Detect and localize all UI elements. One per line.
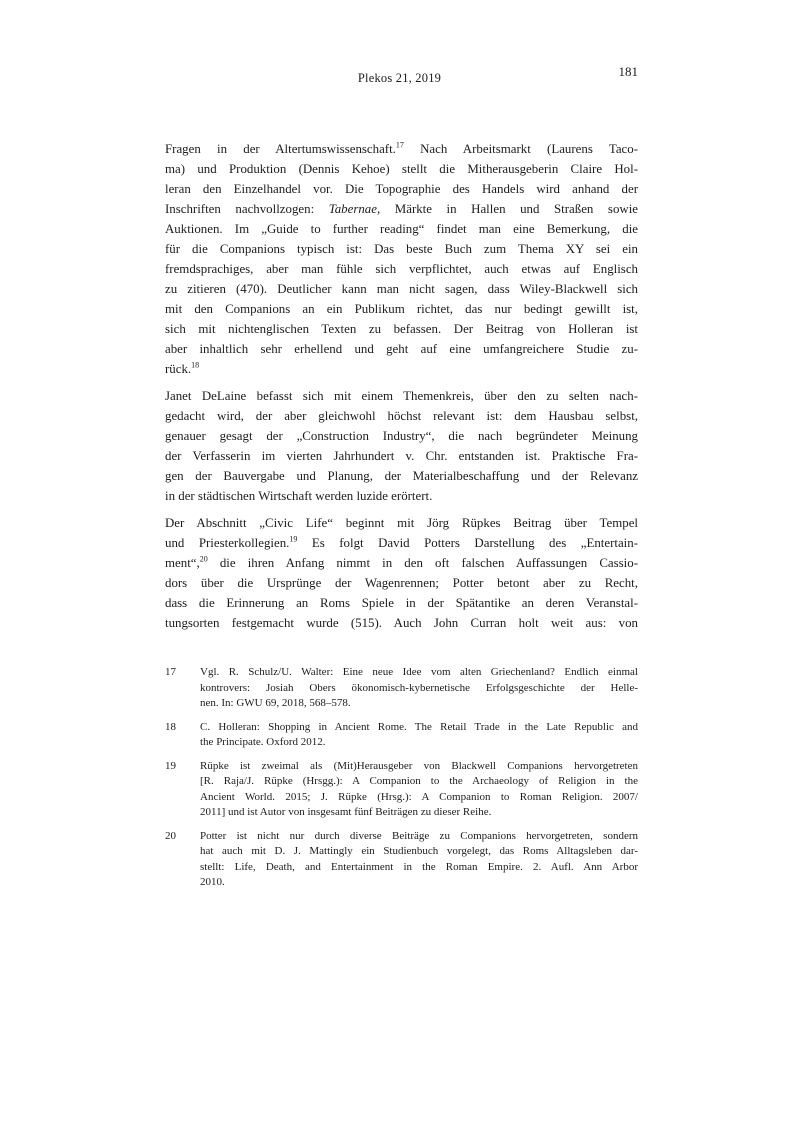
text-line: Ancient World. 2015; J. Rüpke (Hrsg.): A Companion to Roman Religion. 2007/ xyxy=(200,790,638,803)
text-line: genauer gesagt der „Construction Industry“, die nach begründeter Meinung xyxy=(165,429,638,443)
text-line: leran den Einzelhandel vor. Die Topographie des Handels wird anhand der xyxy=(165,182,638,196)
text-line: in der städtischen Wirtschaft werden luzide erörtert. xyxy=(165,489,433,503)
text-line: und Priesterkollegien.$^{19}$ Es folgt David Potters Darstellung des „Entertain- xyxy=(165,534,638,550)
footnote xyxy=(165,829,638,891)
footnote-text xyxy=(200,720,638,751)
text-line: gen der Bauvergabe und Planung, der Materialbeschaffung und der Relevanz xyxy=(165,469,638,483)
text-line: rück.$^{18}$ xyxy=(165,360,200,376)
text-line: mit den Companions an ein Publikum richtet, das nur bedingt gewillt ist, xyxy=(165,302,638,316)
text-line: dors über die Ursprünge der Wagenrennen; Potter betont aber zu Recht, xyxy=(165,576,638,590)
footnote-text xyxy=(200,665,638,712)
text-line: ment“,$^{20}$ die ihren Anfang nimmt in den oft falschen Auffassungen Cassio- xyxy=(165,554,638,570)
text-line: für die Companions typisch ist: Das beste Buch zum Thema XY sei ein xyxy=(165,242,638,256)
footnote-number: 17 xyxy=(165,666,176,678)
text-line: 2011] und ist Autor von insgesamt fünf Beiträgen zu dieser Reihe. xyxy=(200,806,492,818)
text-line: C. Holleran: Shopping in Ancient Rome. The Retail Trade in the Late Republic and xyxy=(200,720,638,733)
body-text xyxy=(165,139,638,640)
footnote xyxy=(165,665,638,712)
text-line: zu zitieren (470). Deutlicher kann man nicht sagen, dass Wiley-Blackwell sich xyxy=(165,282,638,296)
text-line: kontrovers: Josiah Obers ökonomisch-kybernetische Erfolgsgeschichte der Helle- xyxy=(200,681,638,694)
text-line: Der Abschnitt „Civic Life“ beginnt mit Jörg Rüpkes Beitrag über Tempel xyxy=(165,516,638,530)
text-line: tungsorten festgemacht wurde (515). Auch John Curran holt weit aus: von xyxy=(165,616,638,630)
footnotes xyxy=(165,665,638,899)
footnote-text xyxy=(200,759,638,821)
footnote xyxy=(165,759,638,821)
text-line: aber inhaltlich sehr erhellend und geht auf eine umfangreichere Studie zu- xyxy=(165,342,638,356)
page-number: 181 xyxy=(618,64,638,79)
paragraph xyxy=(165,139,638,379)
text-line: fremdsprachiges, aber man fühle sich verpflichtet, auch etwas auf Englisch xyxy=(165,262,638,276)
text-line: Rüpke ist zweimal als (Mit)Herausgeber von Blackwell Companions hervorgetreten xyxy=(200,759,638,772)
footnote-number: 18 xyxy=(165,720,176,733)
text-line: ma) und Produktion (Dennis Kehoe) stellt die Mitherausgeberin Claire Hol- xyxy=(165,162,638,176)
footnote-number: 20 xyxy=(165,829,176,842)
text-line: nen. In: GWU 69, 2018, 568–578. xyxy=(200,697,351,709)
running-head: Plekos 21, 2019 xyxy=(357,71,442,85)
text-line: Janet DeLaine befasst sich mit einem Themenkreis, über den zu selten nach- xyxy=(165,389,638,403)
text-line: dass die Erinnerung an Roms Spiele in der Spätantike an deren Veranstal- xyxy=(165,596,638,610)
text-line: der Verfasserin im vierten Jahrhundert v. Chr. entstanden ist. Praktische Fra- xyxy=(165,449,638,463)
text-line: Inschriften nachvollzogen: Tabernae, Märkte in Hallen und Straßen sowie xyxy=(165,202,638,216)
text-line: Auktionen. Im „Guide to further reading“ findet man eine Bemerkung, die xyxy=(165,222,638,236)
footnote-number: 19 xyxy=(165,759,176,772)
text-line: [R. Raja/J. Rüpke (Hrsgg.): A Companion to the Archaeology of Religion in the xyxy=(200,775,638,787)
text-line: stellt: Life, Death, and Entertainment in the Roman Empire. 2. Aufl. Ann Arbor xyxy=(200,860,638,873)
text-line: hat auch mit D. J. Mattingly ein Studienbuch vorgelegt, das Roms Alltagsleben dar- xyxy=(200,845,638,857)
paragraph xyxy=(165,513,638,633)
paragraph xyxy=(165,386,638,506)
footnote-text xyxy=(200,829,638,891)
text-line: 2010. xyxy=(200,876,225,888)
text-line: Fragen in der Altertumswissenschaft.$^{17}$ Nach Arbeitsmarkt (Laurens Taco- xyxy=(165,140,638,156)
text-line: Vgl. R. Schulz/U. Walter: Eine neue Idee vom alten Griechenland? Endlich einmal xyxy=(200,666,638,678)
text-line: gedacht wird, der aber gleichwohl höchst relevant ist: dem Hausbau selbst, xyxy=(165,409,638,423)
text-line: Potter ist nicht nur durch diverse Beiträge zu Companions hervorgetreten, sondern xyxy=(200,829,638,842)
footnote xyxy=(165,720,638,751)
text-line: the Principate. Oxford 2012. xyxy=(200,736,326,748)
text-line: sich mit nichtenglischen Texten zu befassen. Der Beitrag von Holleran ist xyxy=(165,322,638,336)
